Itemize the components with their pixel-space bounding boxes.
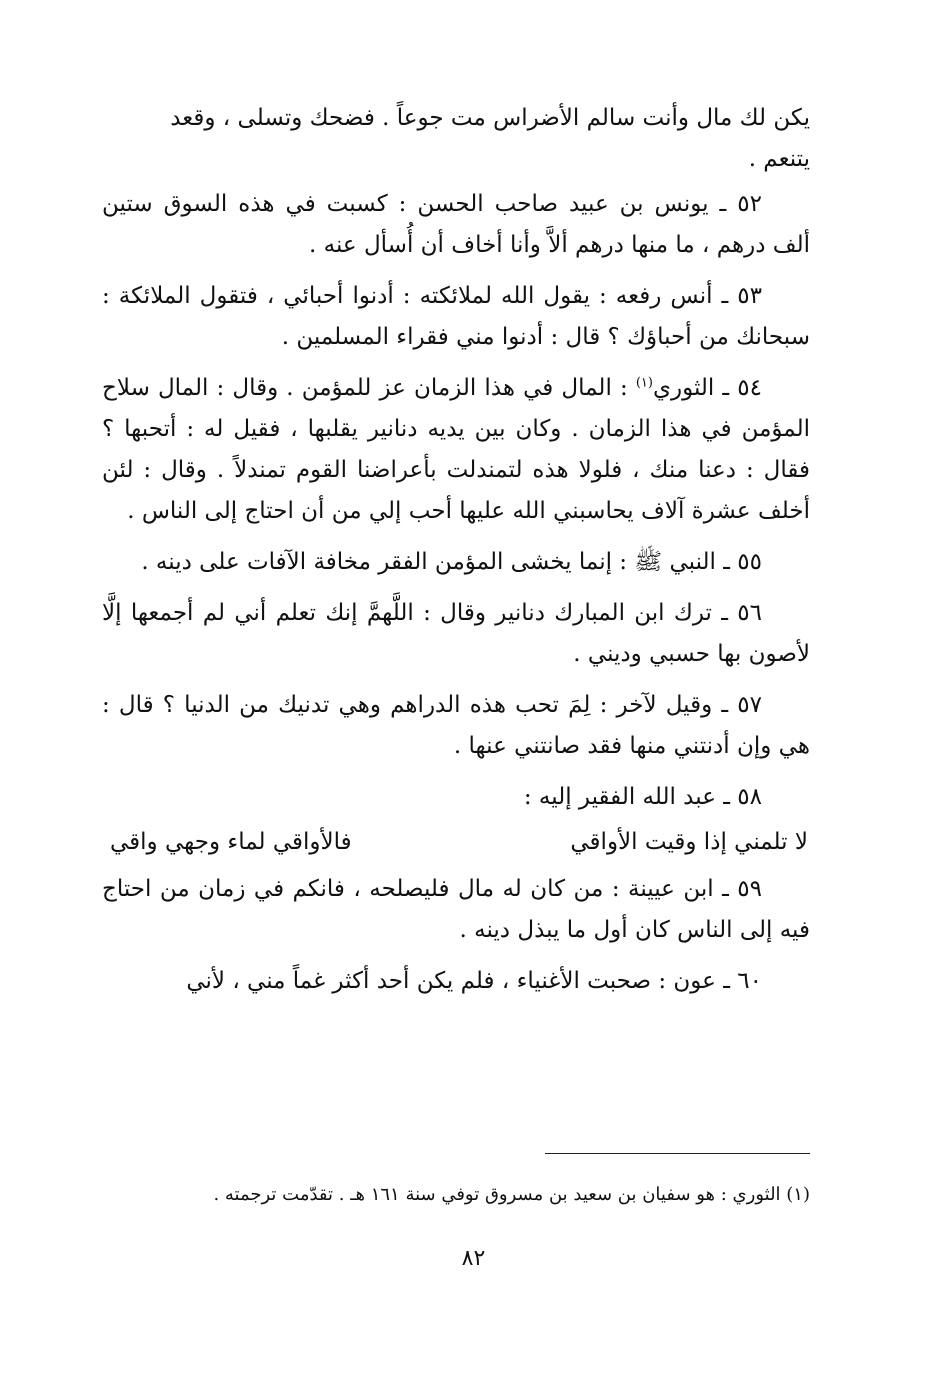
page-number: ٨٢ <box>461 1246 486 1271</box>
paragraph-54-lead: ٥٤ ـ الثوري <box>652 375 762 401</box>
paragraph-52: ٥٢ ـ يونس بن عبيد صاحب الحسن : كسبت في هذه السوق ستين ألف درهم ، ما منها درهم ألاَّ وأنا أخاف أن أُسأل عنه . <box>102 191 810 258</box>
poem-verse <box>102 822 810 863</box>
paragraph-58: ٥٨ ـ عبد الله الفقير إليه : <box>523 784 762 810</box>
footnote-divider <box>545 1153 810 1154</box>
paragraph-54 <box>102 368 810 532</box>
verse-first-hemistich: لا تلمني إذا وقيت الأواقي <box>570 829 808 855</box>
paragraph-59: ٥٩ ـ ابن عيينة : من كان له مال فليصلحه ، فانكم في زمان من احتاج فيه إلى الناس كان أول ما يبذل دينه . <box>102 876 810 943</box>
paragraph-continuation <box>102 98 810 180</box>
footnote: (١) الثوري : هو سفيان بن سعيد بن مسروق توفي سنة ١٦١ هـ . تقدّمت ترجمته . <box>213 1184 810 1205</box>
footnote-reference[interactable]: (١) <box>635 375 653 391</box>
paragraph-53: ٥٣ ـ أنس رفعه : يقول الله لملائكته : أدنوا أحبائي ، فتقول الملائكة : سبحانك من أحباؤك ؟ قال : أدنوا مني فقراء المسلمين . <box>102 283 810 350</box>
paragraph-60: ٦٠ ـ عون : صحبت الأغنياء ، فلم يكن أحد أكثر غماً مني ، لأني <box>186 968 762 994</box>
paragraph-57: ٥٧ ـ وقيل لآخر : لِمَ تحب هذه الدراهم وهي تدنيك من الدنيا ؟ قال : هي وإن أدنتني منها فقد صانتني عنها . <box>102 692 810 759</box>
text-line: يتنعم . <box>748 146 810 172</box>
verse-second-hemistich: فالأواقي لماء وجهي واقي <box>110 829 352 855</box>
paragraph-56: ٥٦ ـ ترك ابن المبارك دنانير وقال : اللَّهمَّ إنك تعلم أني لم أجمعها إلَّا لأصون بها حسبي وديني . <box>102 600 810 667</box>
paragraph-54-text: : المال في هذا الزمان عز للمؤمن . وقال : المال سلاح المؤمن في هذا الزمان . وكان بين يديه دنانير يقلبها ، فقيل له : أتحبها ؟ فقال : دعنا منك ، فلولا هذه لتمندلت بأعراضنا القوم تمندلاً . وقال : لئن أخلف عشرة آلاف يحاسبني الله عليها أحب إلي من أن احتاج إلى الناس . <box>102 375 810 524</box>
main-text <box>102 98 810 1012</box>
text-line: يكن لك مال وأنت سالم الأضراس مت جوعاً . فضحك وتسلى ، وقعد <box>170 105 810 131</box>
paragraph-55: ٥٥ ـ النبي ﷺ : إنما يخشى المؤمن الفقر مخافة الآفات على دينه . <box>141 549 762 575</box>
